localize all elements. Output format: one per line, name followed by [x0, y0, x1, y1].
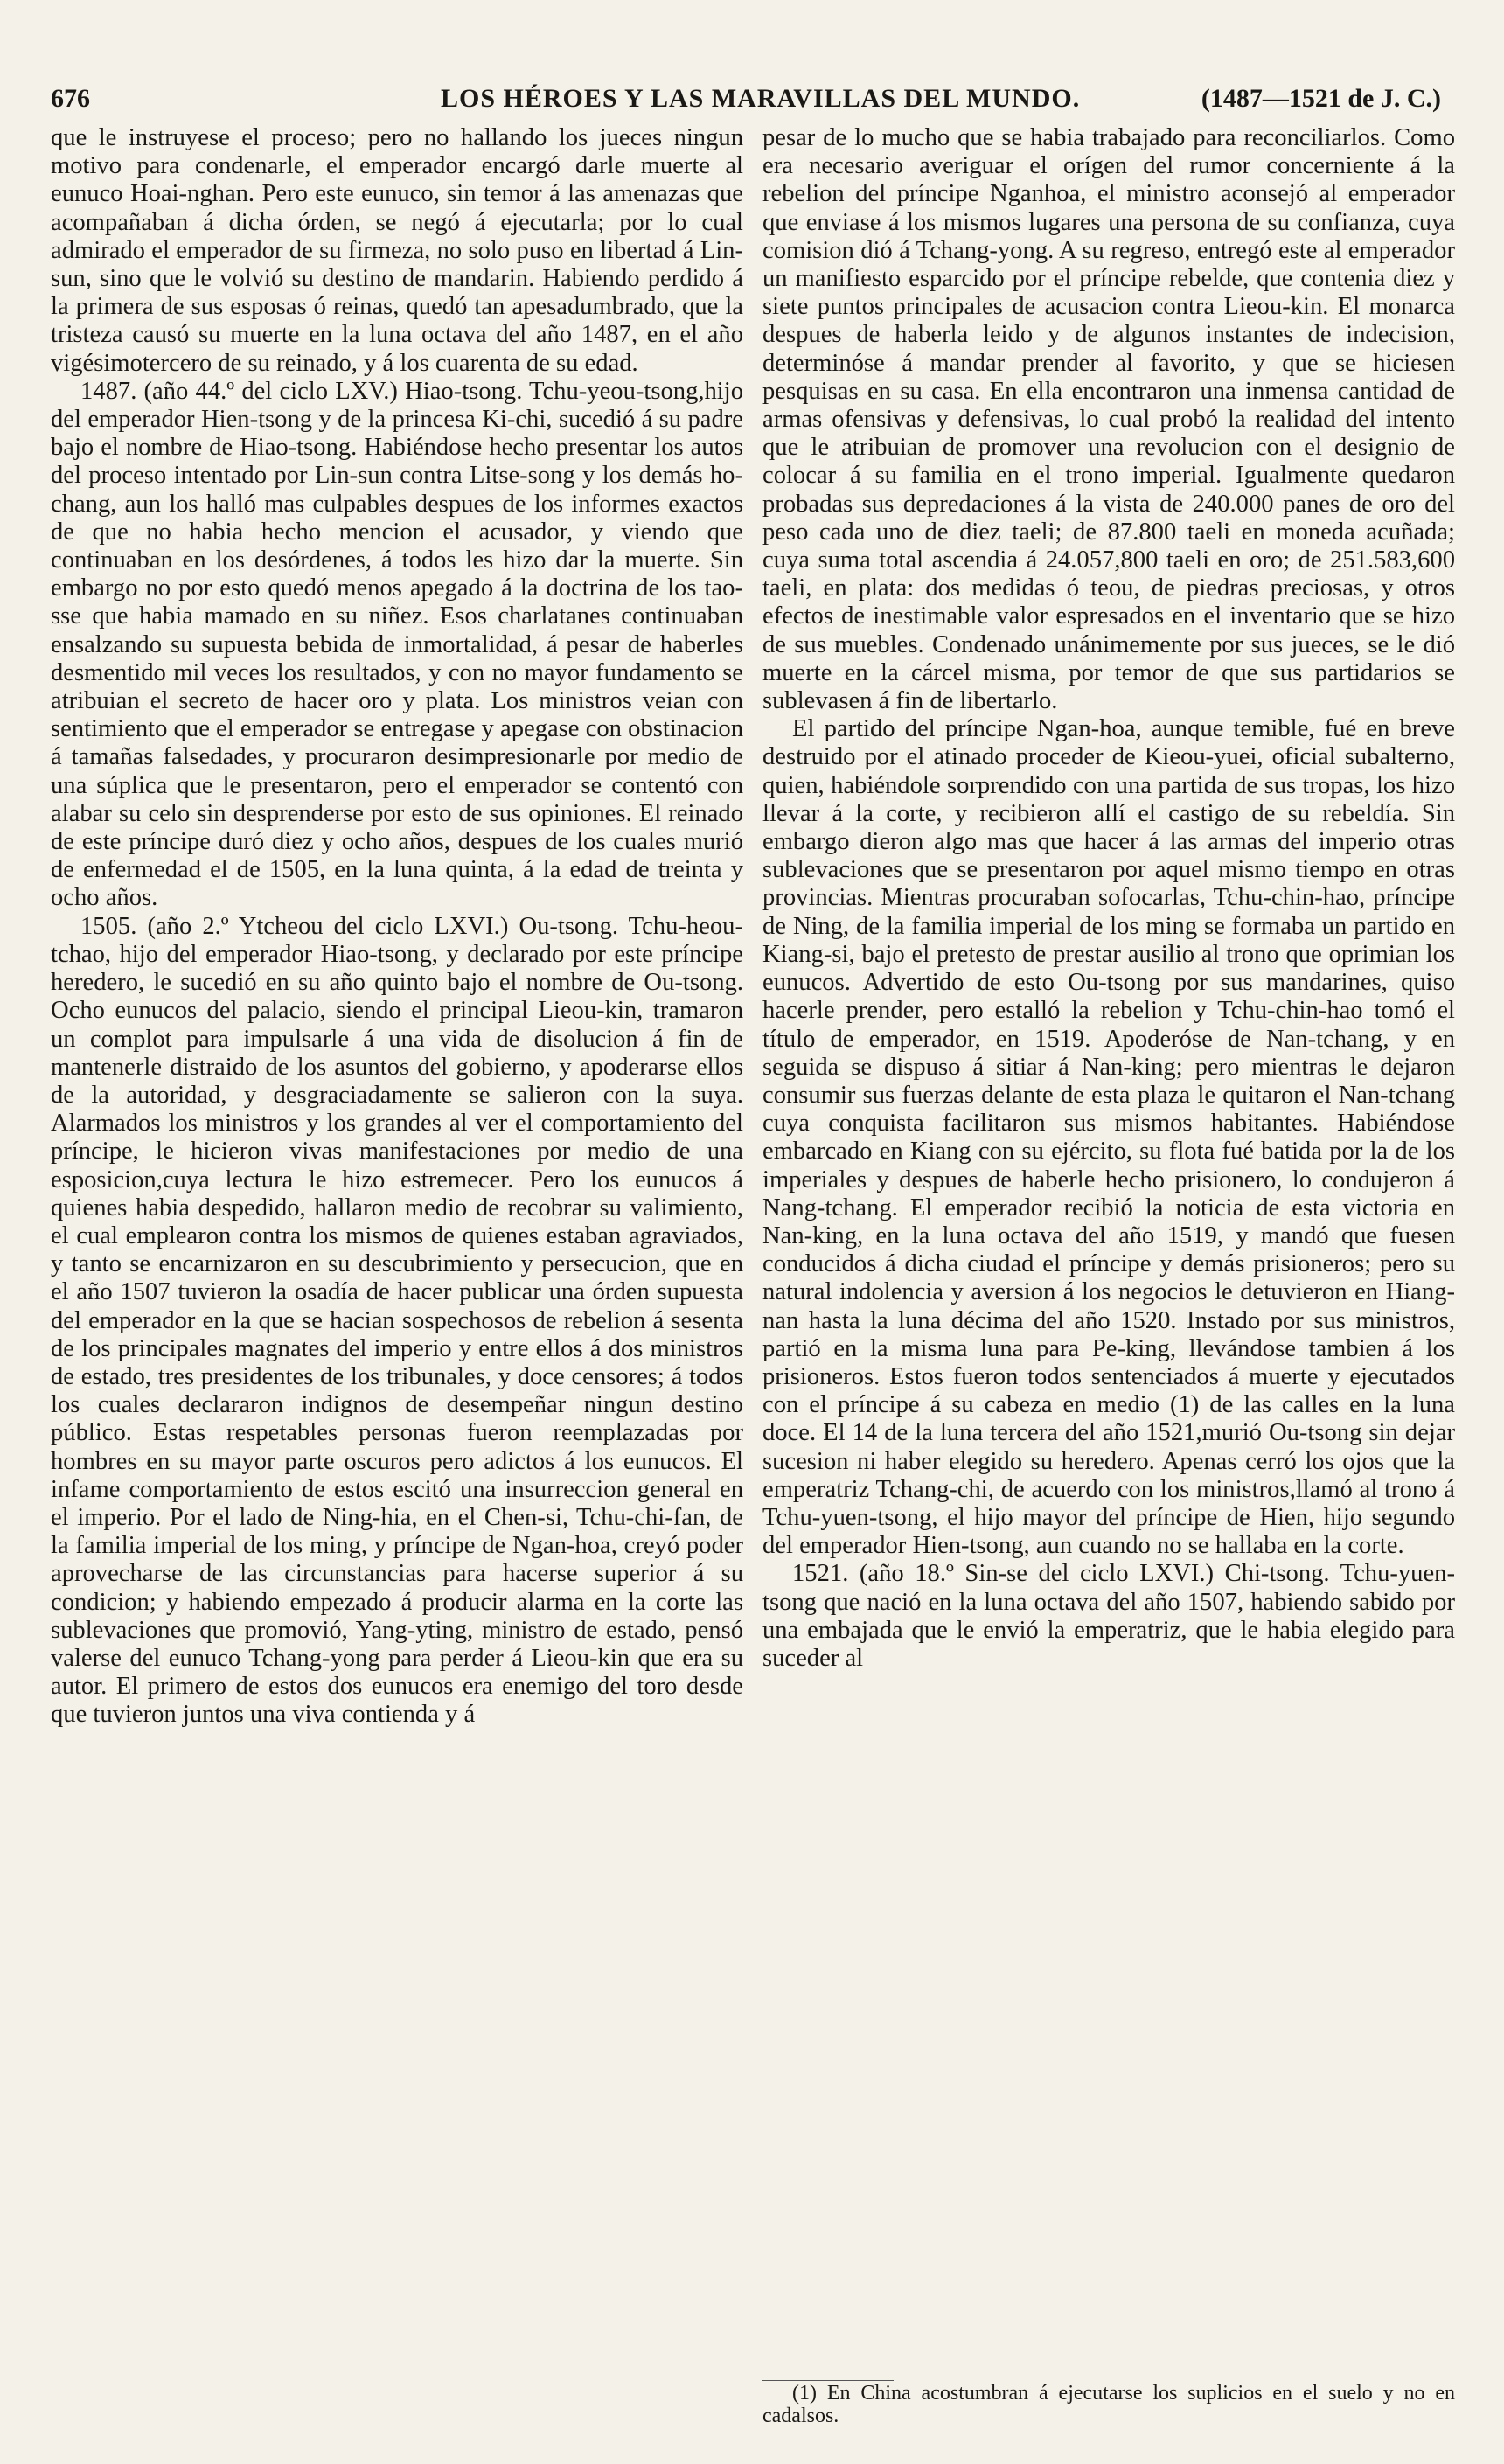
paragraph: 1487. (año 44.º del ciclo LXV.) Hiao-tsong. Tchu-yeou-tsong,hijo del emperador Hien-tsong y de la princesa Ki-chi, sucedió á su padre bajo el nombre de Hiao-tsong. Habiéndose hecho presentar los autos del proceso intentado por Lin-sun contra Litse-song y los demás ho-chang, aun los halló mas culpables despues de los informes exactos de que no habia hecho mencion el acusador, y viendo que continuaban en los desórdenes, á todos les hizo dar la muerte. Sin embargo no por esto quedó menos apegado á la doctrina de los tao-sse que habia mamado en su niñez. Esos charlatanes continuaban ensalzando su supuesta bebida de inmortalidad, á pesar de haberles desmentido mil veces los resultados, y con no mayor fundamento se atribuian el secreto de hacer oro y plata. Los ministros veian con sentimiento que el emperador se entregase y apegase con obstinacion á tamañas falsedades, y procuraron desimpresionarle por medio de una súplica que le presentaron, pero el emperador se contentó con alabar su celo sin desprenderse por esto de sus opiniones. El reinado de este príncipe duró diez y ocho años, despues de los cuales murió de enfermedad el de 1505, en la luna quinta, á la edad de treinta y ocho años.: [51, 377, 743, 912]
paragraph: 1521. (año 18.º Sin-se del ciclo LXVI.) Chi-tsong. Tchu-yuen-tsong que nació en la luna octava del año 1507, habiendo sabido por una embajada que le envió la emperatriz, que le habia elegido para suceder al: [762, 1560, 1455, 1672]
paragraph: 1505. (año 2.º Ytcheou del ciclo LXVI.) Ou-tsong. Tchu-heou-tchao, hijo del emperador Hiao-tsong, y declarado por este príncipe heredero, le sucedió en su año quinto bajo el nombre de Ou-tsong. Ocho eunucos del palacio, siendo el principal Lieou-kin, tramaron un complot para impulsarle á una vida de disolucion á fin de mantenerle distraido de los asuntos del gobierno, y apoderarse ellos de la autoridad, y desgraciadamente se salieron con la suya. Alarmados los ministros y los grandes al ver el comportamiento del príncipe, le hicieron vivas manifestaciones por medio de una esposicion,cuya lectura le hizo estremecer. Pero los eunucos á quienes habia despedido, hallaron medio de recobrar su valimiento, el cual emplearon contra los mismos de quienes estaban agraviados, y tanto se encarnizaron en su descubrimiento y persecucion, que en el año 1507 tuvieron la osadía de hacer publicar una órden supuesta del emperador en la que se hacian sospechosos de rebelion á sesenta de los principales magnates del imperio y entre ellos á dos ministros de estado, tres presidentes de los tribunales, y doce censores; á todos los cuales declararon indignos de desempeñar ningun destino público. Estas respetables personas fueron reemplazadas por hombres en su mayor parte oscuros pero adictos á los eunucos. El infame comportamiento de estos escitó una insurreccion general en el imperio. Por el lado de Ning-hia, en el Chen-si, Tchu-chi-fan, de la familia imperial de los ming, y príncipe de Ngan-hoa, creyó poder aprovecharse de las circunstancias para hacerse superior á su condicion; y habiendo empezado á producir alarma en la corte las sublevaciones que promovió, Yang-yting, ministro de estado, pensó valerse del eunuco Tchang-yong para perder á Lieou-kin que era su autor. El primero de estos dos eunucos era enemigo del toro desde que tuvieron juntos una viva contienda y á: [51, 912, 743, 1729]
paragraph: que le instruyese el proceso; pero no hallando los jueces ningun motivo para condenarle, el emperador encargó darle muerte al eunuco Hoai-nghan. Pero este eunuco, sin temor á las amenazas que acompañaban á dicha órden, se negó á ejecutarla; por lo cual admirado el emperador de su firmeza, no solo puso en libertad á Lin-sun, sino que le volvió su destino de mandarin. Habiendo perdido á la primera de sus esposas ó reinas, quedó tan apesadumbrado, que la tristeza causó su muerte en la luna octava del año 1487, en el año vigésimotercero de su reinado, y á los cuarenta de su edad.: [51, 124, 743, 377]
right-column: [762, 124, 1455, 1673]
footnote-text: (1) En China acostumbran á ejecutarse los suplicios en el suelo y no en cadalsos.: [762, 2382, 1455, 2427]
page-header: [51, 84, 1441, 126]
left-column: [51, 124, 743, 1730]
footnote-divider: [762, 2380, 894, 2381]
running-title: LOS HÉROES Y LAS MARAVILLAS DEL MUNDO.: [441, 84, 1081, 113]
date-range: (1487—1521 de J. C.): [1201, 84, 1441, 113]
page-number: 676: [51, 84, 90, 113]
paragraph: pesar de lo mucho que se habia trabajado para reconciliarlos. Como era necesario averiguar el orígen del rumor concerniente á la rebelion del príncipe Nganhoa, el ministro aconsejó al emperador que enviase á los mismos lugares una persona de su confianza, cuya comision dió á Tchang-yong. A su regreso, entregó este al emperador un manifiesto esparcido por el príncipe rebelde, que contenia diez y siete puntos principales de acusacion contra Lieou-kin. El monarca despues de haberla leido y de algunos instantes de indecision, determinóse á mandar prender al favorito, y que se hiciesen pesquisas en su casa. En ella encontraron una inmensa cantidad de armas ofensivas y defensivas, lo cual probó la realidad del intento que le atribuian de promover una revolucion con el designio de colocar á su familia en el trono imperial. Igualmente quedaron probadas sus depredaciones á la vista de 240.000 panes de oro del peso cada uno de diez taeli; de 87.800 taeli en moneda acuñada; cuya suma total ascendia á 24.057,800 taeli en oro; de 251.583,600 taeli, en plata: dos medidas ó teou, de piedras preciosas, y otros efectos de inestimable valor espresados en el inventario que se hizo de sus muebles. Condenado unánimemente por sus jueces, se le dió muerte en la cárcel misma, por temor de que sus partidarios se sublevasen á fin de libertarlo.: [762, 124, 1455, 715]
paragraph: El partido del príncipe Ngan-hoa, aunque temible, fué en breve destruido por el atinado proceder de Kieou-yuei, oficial subalterno, quien, habiéndole sorprendido con una partida de sus tropas, los hizo llevar á la corte, y recibieron allí el castigo de su rebeldía. Sin embargo dieron algo mas que hacer á las armas del imperio otras sublevaciones que se presentaron por aquel mismo tiempo en otras provincias. Mientras procuraban sofocarlas, Tchu-chin-hao, príncipe de Ning, de la familia imperial de los ming se formaba un partido en Kiang-si, bajo el pretesto de prestar ausilio al trono que oprimian los eunucos. Advertido de esto Ou-tsong por sus mandarines, quiso hacerle prender, pero estalló la rebelion y Tchu-chin-hao tomó el título de emperador, en 1519. Apoderóse de Nan-tchang, y en seguida se dispuso á sitiar á Nan-king; pero mientras le dejaron consumir sus fuerzas delante de esta plaza le quitaron el Nan-tchang cuya conquista facilitaron sus mismos habitantes. Habiéndose embarcado en Kiang con su ejército, su flota fué batida por la de los imperiales y despues de haberle hecho prisionero, lo condujeron á Nang-tchang. El emperador recibió la noticia de esta victoria en Nan-king, en la luna octava del año 1519, y mandó que fuesen conducidos á dicha ciudad el príncipe y demás prisioneros; pero su natural indolencia y aversion á los negocios le detuvieron en Hiang-nan hasta la luna décima del año 1520. Instado por sus ministros, partió en la misma luna para Pe-king, llevándose tambien á los prisioneros. Estos fueron todos sentenciados á muerte y ejecutados con el príncipe á su cabeza en medio (1) de las calles en la luna doce. El 14 de la luna tercera del año 1521,murió Ou-tsong sin dejar sucesion ni haber elegido su heredero. Apenas cerró los ojos que la emperatriz Tchang-chi, de acuerdo con los ministros,llamó al trono á Tchu-yuen-tsong, el hijo mayor del príncipe de Hien, hijo segundo del emperador Hien-tsong, aun cuando no se hallaba en la corte.: [762, 715, 1455, 1560]
footnote: [762, 2382, 1455, 2427]
